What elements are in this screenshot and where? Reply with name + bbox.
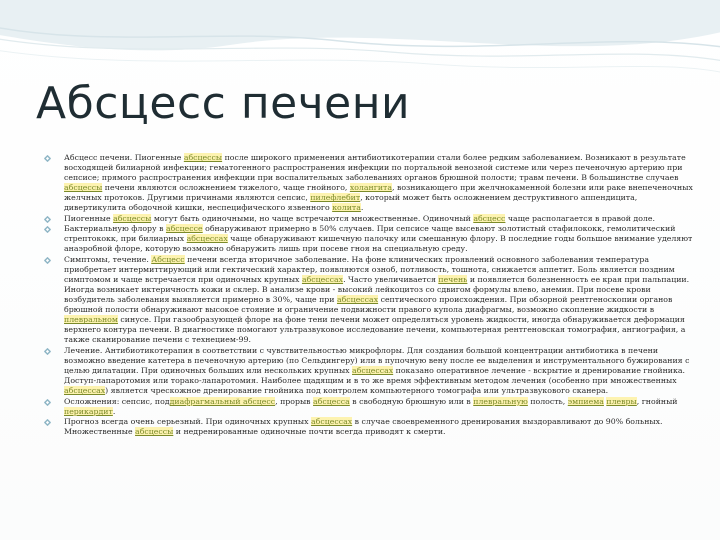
item-text: после широкого применения антибиотикотерапии стали более редким заболеванием. Возникают в результате восходящей билиарной инфекции; гематогенного распространения инфекции по портальной венозной системе или через печеночную артерию при сепсисе; прямого распространения инфекции при воспалительных заболеваниях органов брюшной полости; травм печени. В большинстве случаев	[64, 153, 686, 183]
bullet-icon	[44, 216, 51, 223]
bullet-icon	[44, 348, 51, 355]
highlighted-link[interactable]: абсцессах	[336, 295, 379, 305]
highlighted-link[interactable]: пилефлебит	[310, 193, 361, 203]
list-item	[44, 397, 694, 417]
item-text: в случае своевременного дренирования выздоравливают до 90% больных. Множественные	[64, 417, 663, 437]
item-text: полость,	[527, 396, 568, 406]
list-item	[44, 224, 694, 254]
item-text: септического происхождения. При обзорной рентгеноскопии органов брюшной полости обнаруживают высокое стояние и ограничение подвижности правого купола диафрагмы, возможно скопление жидкости в	[64, 295, 673, 315]
item-text: .	[112, 406, 116, 416]
highlighted-link[interactable]: диафрагмальный абсцесс	[169, 396, 276, 406]
list-item	[44, 417, 694, 437]
item-text: .	[360, 203, 364, 213]
item-text: печени всегда вторичное заболевание. На фоне клинических проявлений основного заболевания температура приобретает интермиттирующий или гектический характер, появляются озноб, потливость, тошнота, снижается аппетит. Боль является поздним симптомом и чаще встречается при одиночных крупных	[64, 254, 675, 285]
item-text: ) является чрескожное дренирование гнойника под контролем компьютерного томографа или ультразвукового сканера.	[105, 386, 609, 396]
item-text: Осложнения: сепсис, под	[64, 396, 170, 406]
highlighted-link[interactable]: абсцессах	[301, 275, 344, 285]
item-text: Лечение. Антибиотикотерапия в соответствии с чувствительностью микрофлоры. Для создания большой концентрации антибиотика в печени возможно введение катетера в печеночную артерию (по Сельдингеру) или в пупочную вену после ее выделения и инструментального бужирования с целью дилатации. При одиночных больших или нескольких крупных	[64, 345, 690, 375]
bullet-icon	[44, 155, 51, 162]
highlighted-link[interactable]: абсцессах	[64, 386, 106, 396]
highlighted-link[interactable]: Абсцесс	[151, 254, 185, 264]
highlighted-link[interactable]: колита	[332, 203, 361, 213]
item-text: чаще обнаруживают кишечную палочку или смешанную флору. В последние годы большое внимание уделяют анаэробной флоре, которую возможно обнаружить лишь при посеве гноя на специальную среду.	[64, 234, 693, 254]
bullet-icon	[44, 257, 51, 264]
highlighted-link[interactable]: абсцессы	[64, 183, 103, 193]
highlighted-link[interactable]: абсцессы	[113, 213, 152, 223]
item-text: . Часто увеличивается	[343, 275, 439, 285]
list-item	[44, 214, 694, 224]
highlighted-link[interactable]: абсцессы	[183, 153, 223, 162]
item-text: Абсцесс печени. Пиогенные	[64, 153, 184, 162]
highlighted-link[interactable]: абсцессах	[352, 365, 394, 375]
item-text: , гнойный	[636, 396, 678, 406]
list-item	[44, 153, 694, 213]
item-text: , прорыв	[275, 396, 314, 406]
item-text: Бактериальную флору в	[64, 224, 166, 234]
highlighted-link[interactable]: холангита	[349, 183, 392, 193]
bullet-icon	[44, 419, 51, 426]
item-text: показано оперативное лечение - вскрытие и дренирование гнойника. Доступ-лапаротомия или торако-лапаротомия. Наиболее щадящим и в то же время эффективным методом лечения (особенно при множественных	[64, 365, 685, 386]
item-text: Прогноз всегда очень серьезный. При одиночных крупных	[64, 417, 312, 427]
list-item	[44, 255, 694, 345]
bullet-icon	[44, 226, 51, 233]
highlighted-link[interactable]: абсцесс	[473, 213, 506, 223]
highlighted-link[interactable]: абсцессы	[135, 427, 174, 437]
highlighted-link[interactable]: абсцессах	[311, 417, 353, 427]
highlighted-link[interactable]: абсцессах	[186, 234, 228, 244]
item-text: , который может быть осложнением деструктивного аппендицита, дивертикулита ободочной кишки, неспецифического язвенного	[64, 193, 638, 213]
highlighted-link[interactable]: плевральном	[64, 315, 118, 325]
list-item	[44, 346, 694, 396]
item-text: , возникающего при желчнокаменной болезни или раке внепеченочных желчных протоков. Другими причинами являются сепсис,	[64, 183, 693, 203]
item-text: синусе. При газообразующей флоре на фоне тени печени может определяться уровень жидкости, иногда обнаруживается деформация верхнего контура печени. В диагностике помогают ультразвуковое исследование печени, компьютерная рентгеновская томография, ангиография, а также сканирование печени с технецием-99.	[64, 315, 686, 345]
item-text: Пиогенные	[64, 213, 114, 223]
item-text: могут быть одиночными, но чаще встречаются множественные. Одиночный	[151, 213, 474, 223]
highlighted-link[interactable]: плевры	[606, 396, 637, 406]
item-text: обнаруживают примерно в 50% случаев. При сепсисе чаще высевают золотистый стафилококк, гемолитический стрептококк, при билиарных	[64, 224, 676, 244]
item-text: и появляется болезненность ее края при пальпации. Иногда возникает иктеричность кожи и склер. В анализе крови - высокий лейкоцитоз со сдвигом формулы влево, анемия. При посеве крови возбудитель заболевания выявляется примерно в 30%, чаще при	[64, 275, 690, 305]
highlighted-link[interactable]: эмпиема	[567, 396, 604, 406]
highlighted-link[interactable]: абсцесса	[313, 396, 350, 406]
item-text: печени являются осложнением тяжелого, чаще гнойного,	[102, 183, 350, 193]
item-text: Симптомы, течение.	[64, 254, 152, 264]
highlighted-link[interactable]: плевральную	[473, 396, 528, 406]
highlighted-link[interactable]: абсцессе	[165, 224, 203, 234]
bullet-list	[44, 153, 694, 438]
item-text: в свободную брюшную или в	[349, 396, 474, 406]
item-text: и недренированные одиночные почти всегда приводят к смерти.	[173, 427, 446, 437]
item-text: чаще располагается в правой доле.	[505, 213, 655, 223]
highlighted-link[interactable]: печень	[438, 275, 468, 285]
slide-title: Абсцесс печени	[36, 78, 411, 129]
highlighted-link[interactable]: перикардит	[64, 406, 113, 416]
bullet-icon	[44, 398, 51, 405]
